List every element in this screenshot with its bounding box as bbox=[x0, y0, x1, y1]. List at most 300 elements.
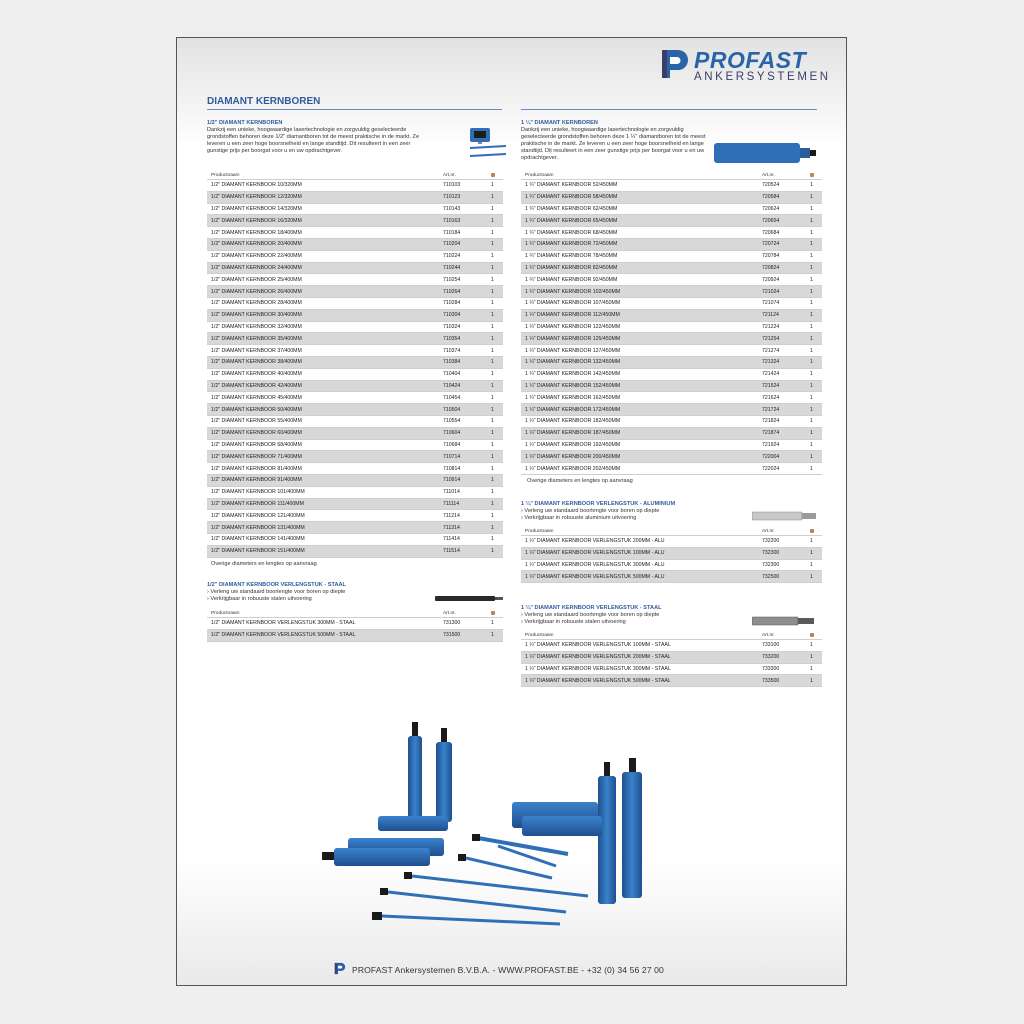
product-name-cell: 1 ¼" DIAMANT KERNBOOR 127/450MM bbox=[521, 345, 758, 357]
oneq-alu-table bbox=[521, 528, 822, 583]
oneq-product-table bbox=[521, 172, 822, 475]
half-ext-bullets bbox=[207, 589, 345, 603]
table-row bbox=[521, 191, 822, 203]
col-header-product: Productnaam bbox=[525, 633, 554, 638]
art-number-cell: 721924 bbox=[758, 439, 806, 451]
product-name-cell: 1 ¼" DIAMANT KERNBOOR 122/450MM bbox=[521, 321, 758, 333]
quantity-cell: 1 bbox=[806, 536, 822, 548]
table-row bbox=[207, 498, 503, 510]
quantity-cell: 1 bbox=[487, 191, 503, 203]
quantity-cell: 1 bbox=[487, 215, 503, 227]
table-row bbox=[207, 250, 503, 262]
profast-logo-mark-icon bbox=[660, 48, 690, 80]
product-name-cell: 1/2" DIAMANT KERNBOOR 32/400MM bbox=[207, 321, 439, 333]
table-row bbox=[521, 368, 822, 380]
quantity-cell: 1 bbox=[487, 262, 503, 274]
quantity-cell: 1 bbox=[806, 439, 822, 451]
product-name-cell: 1/2" DIAMANT KERNBOOR 68/400MM bbox=[207, 439, 439, 451]
quantity-cell: 1 bbox=[487, 297, 503, 309]
table-row bbox=[521, 404, 822, 416]
box-icon bbox=[810, 633, 814, 637]
quantity-cell: 1 bbox=[487, 227, 503, 239]
table-row bbox=[521, 297, 822, 309]
product-name-cell: 1 ¼" DIAMANT KERNBOOR VERLENGSTUK 300MM - STAAL bbox=[521, 663, 758, 675]
art-number-cell: 722024 bbox=[758, 463, 806, 475]
product-name-cell: 1/2" DIAMANT KERNBOOR 151/400MM bbox=[207, 545, 439, 557]
col-header-art: Art.nr. bbox=[762, 529, 775, 534]
quantity-cell: 1 bbox=[806, 559, 822, 571]
table-row bbox=[521, 559, 822, 571]
col-header-qty bbox=[806, 528, 822, 536]
quantity-cell: 1 bbox=[487, 380, 503, 392]
col-header-qty bbox=[487, 172, 503, 180]
product-name-cell: 1/2" DIAMANT KERNBOOR VERLENGSTUK 500MM - STAAL bbox=[207, 629, 439, 641]
oneq-alu-image bbox=[752, 509, 818, 523]
box-icon bbox=[491, 611, 495, 615]
product-name-cell: 1/2" DIAMANT KERNBOOR 35/400MM bbox=[207, 333, 439, 345]
art-number-cell: 733200 bbox=[758, 651, 806, 663]
product-name-cell: 1/2" DIAMANT KERNBOOR 71/400MM bbox=[207, 451, 439, 463]
quantity-cell: 1 bbox=[806, 262, 822, 274]
art-number-cell: 710354 bbox=[439, 333, 487, 345]
product-name-cell: 1 ¼" DIAMANT KERNBOOR 112/450MM bbox=[521, 309, 758, 321]
product-name-cell: 1 ¼" DIAMANT KERNBOOR 62/450MM bbox=[521, 203, 758, 215]
quantity-cell: 1 bbox=[487, 522, 503, 534]
half-ext-table bbox=[207, 610, 503, 642]
product-name-cell: 1 ¼" DIAMANT KERNBOOR 202/450MM bbox=[521, 463, 758, 475]
product-name-cell: 1/2" DIAMANT KERNBOOR 24/400MM bbox=[207, 262, 439, 274]
table-row bbox=[521, 203, 822, 215]
col-header-product: Productnaam bbox=[211, 173, 240, 178]
art-number-cell: 720724 bbox=[758, 238, 806, 250]
col-header-product: Productnaam bbox=[525, 529, 554, 534]
art-number-cell: 710404 bbox=[439, 368, 487, 380]
product-name-cell: 1/2" DIAMANT KERNBOOR 81/400MM bbox=[207, 463, 439, 475]
quantity-cell: 1 bbox=[487, 451, 503, 463]
quantity-cell: 1 bbox=[806, 651, 822, 663]
table-row bbox=[521, 250, 822, 262]
art-number-cell: 720584 bbox=[758, 191, 806, 203]
product-name-cell: 1 ¼" DIAMANT KERNBOOR 78/450MM bbox=[521, 250, 758, 262]
quantity-cell: 1 bbox=[806, 368, 822, 380]
quantity-cell: 1 bbox=[487, 238, 503, 250]
table-row bbox=[521, 309, 822, 321]
art-number-cell: 710284 bbox=[439, 297, 487, 309]
half-drill-image bbox=[468, 126, 508, 172]
product-name-cell: 1/2" DIAMANT KERNBOOR 42/400MM bbox=[207, 380, 439, 392]
table-row bbox=[207, 368, 503, 380]
product-name-cell: 1 ¼" DIAMANT KERNBOOR 68/450MM bbox=[521, 227, 758, 239]
product-name-cell: 1 ¼" DIAMANT KERNBOOR 142/450MM bbox=[521, 368, 758, 380]
art-number-cell: 711014 bbox=[439, 486, 487, 498]
art-number-cell: 732300 bbox=[758, 559, 806, 571]
quantity-cell: 1 bbox=[806, 663, 822, 675]
table-row bbox=[207, 321, 503, 333]
oneq-alu-title: 1 ¼" DIAMANT KERNBOOR VERLENGSTUK - ALUMINIUM bbox=[521, 501, 676, 507]
quantity-cell: 1 bbox=[487, 345, 503, 357]
art-number-cell: 710424 bbox=[439, 380, 487, 392]
brand-name: PROFAST bbox=[694, 47, 807, 73]
table-row bbox=[207, 392, 503, 404]
table-row bbox=[521, 451, 822, 463]
product-name-cell: 1/2" DIAMANT KERNBOOR 45/400MM bbox=[207, 392, 439, 404]
quantity-cell: 1 bbox=[806, 392, 822, 404]
col-header-product: Productnaam bbox=[525, 173, 554, 178]
art-number-cell: 721724 bbox=[758, 404, 806, 416]
drill-bits-product-photo bbox=[316, 716, 646, 931]
art-number-cell: 732200 bbox=[758, 536, 806, 548]
footer bbox=[334, 962, 664, 975]
quantity-cell: 1 bbox=[487, 629, 503, 641]
table-row bbox=[207, 486, 503, 498]
product-name-cell: 1/2" DIAMANT KERNBOOR 50/400MM bbox=[207, 404, 439, 416]
oneq-drill-image bbox=[712, 141, 818, 165]
oneq-staal-image bbox=[752, 614, 818, 628]
product-name-cell: 1 ¼" DIAMANT KERNBOOR 72/450MM bbox=[521, 238, 758, 250]
product-name-cell: 1/2" DIAMANT KERNBOOR 40/400MM bbox=[207, 368, 439, 380]
half-ext-bullet: › Verkrijgbaar in robuuste stalen uitvoering bbox=[207, 596, 312, 602]
art-number-cell: 732300 bbox=[758, 547, 806, 559]
art-number-cell: 710103 bbox=[439, 180, 487, 192]
product-name-cell: 1/2" DIAMANT KERNBOOR 121/400MM bbox=[207, 510, 439, 522]
oneq-description: Dankzij een unieke, hoogwaardige lasertechnologie en zorgvuldig geselecteerde grondstoffen behoren deze 1 ¼" diamantboren tot de meest praktische in de markt. Ze leveren u een zeer hoge boorsnelheid en lange standtijd. Dit resulteert in een zeer gunstige prijs per boorgat voor u en uw opdrachtgever. bbox=[521, 127, 706, 161]
product-name-cell: 1/2" DIAMANT KERNBOOR 20/400MM bbox=[207, 238, 439, 250]
art-number-cell: 721024 bbox=[758, 286, 806, 298]
col-header-qty bbox=[806, 172, 822, 180]
art-number-cell: 721224 bbox=[758, 321, 806, 333]
col-header-art: Art.nr. bbox=[762, 633, 775, 638]
product-name-cell: 1 ¼" DIAMANT KERNBOOR 65/450MM bbox=[521, 215, 758, 227]
oneq-section-title: 1 ¼" DIAMANT KERNBOREN bbox=[521, 120, 598, 126]
table-row bbox=[521, 536, 822, 548]
quantity-cell: 1 bbox=[487, 368, 503, 380]
table-row bbox=[521, 180, 822, 192]
quantity-cell: 1 bbox=[806, 547, 822, 559]
table-row bbox=[521, 321, 822, 333]
quantity-cell: 1 bbox=[806, 463, 822, 475]
product-name-cell: 1/2" DIAMANT KERNBOOR VERLENGSTUK 300MM - STAAL bbox=[207, 618, 439, 630]
table-row bbox=[207, 227, 503, 239]
art-number-cell: 711314 bbox=[439, 522, 487, 534]
quantity-cell: 1 bbox=[806, 571, 822, 583]
product-name-cell: 1/2" DIAMANT KERNBOOR 30/400MM bbox=[207, 309, 439, 321]
art-number-cell: 733100 bbox=[758, 640, 806, 652]
table-row bbox=[521, 380, 822, 392]
footer-logo-icon bbox=[334, 962, 346, 975]
product-name-cell: 1 ¼" DIAMANT KERNBOOR 187/450MM bbox=[521, 427, 758, 439]
title-rule-right bbox=[521, 109, 817, 110]
oneq-alu-bullet: › Verleng uw standaard boorlengte voor boren op diepte bbox=[521, 508, 660, 514]
art-number-cell: 710374 bbox=[439, 345, 487, 357]
table-row bbox=[207, 522, 503, 534]
art-number-cell: 721874 bbox=[758, 427, 806, 439]
product-name-cell: 1/2" DIAMANT KERNBOOR 12/320MM bbox=[207, 191, 439, 203]
art-number-cell: 711214 bbox=[439, 510, 487, 522]
product-name-cell: 1 ¼" DIAMANT KERNBOOR VERLENGSTUK 300MM - ALU bbox=[521, 559, 758, 571]
product-name-cell: 1/2" DIAMANT KERNBOOR 101/400MM bbox=[207, 486, 439, 498]
art-number-cell: 720624 bbox=[758, 203, 806, 215]
art-number-cell: 721424 bbox=[758, 368, 806, 380]
table-row bbox=[521, 227, 822, 239]
table-row bbox=[521, 663, 822, 675]
product-name-cell: 1 ¼" DIAMANT KERNBOOR 192/450MM bbox=[521, 439, 758, 451]
product-name-cell: 1/2" DIAMANT KERNBOOR 131/400MM bbox=[207, 522, 439, 534]
table-row bbox=[207, 203, 503, 215]
quantity-cell: 1 bbox=[487, 392, 503, 404]
quantity-cell: 1 bbox=[806, 675, 822, 687]
table-row bbox=[521, 215, 822, 227]
half-ext-bullet: › Verleng uw standaard boorlengte voor boren op diepte bbox=[207, 589, 346, 595]
art-number-cell: 710454 bbox=[439, 392, 487, 404]
quantity-cell: 1 bbox=[806, 404, 822, 416]
quantity-cell: 1 bbox=[487, 356, 503, 368]
art-number-cell: 721324 bbox=[758, 356, 806, 368]
quantity-cell: 1 bbox=[806, 297, 822, 309]
table-row bbox=[207, 380, 503, 392]
table-row bbox=[207, 415, 503, 427]
product-name-cell: 1/2" DIAMANT KERNBOOR 18/400MM bbox=[207, 227, 439, 239]
col-header-qty bbox=[806, 632, 822, 640]
table-row bbox=[207, 463, 503, 475]
table-row bbox=[207, 356, 503, 368]
quantity-cell: 1 bbox=[806, 191, 822, 203]
quantity-cell: 1 bbox=[487, 274, 503, 286]
oneq-staal-bullet: › Verkrijgbaar in robuuste stalen uitvoering bbox=[521, 619, 626, 625]
half-section-title: 1/2" DIAMANT KERNBOREN bbox=[207, 120, 283, 126]
quantity-cell: 1 bbox=[487, 309, 503, 321]
quantity-cell: 1 bbox=[487, 250, 503, 262]
art-number-cell: 720684 bbox=[758, 227, 806, 239]
art-number-cell: 711514 bbox=[439, 545, 487, 557]
table-row bbox=[521, 238, 822, 250]
oneq-staal-title: 1 ¼" DIAMANT KERNBOOR VERLENGSTUK - STAAL bbox=[521, 605, 662, 611]
table-row bbox=[207, 238, 503, 250]
product-name-cell: 1 ¼" DIAMANT KERNBOOR VERLENGSTUK 100MM - ALU bbox=[521, 547, 758, 559]
oneq-staal-bullets bbox=[521, 612, 659, 626]
oneq-staal-bullet: › Verleng uw standaard boorlengte voor boren op diepte bbox=[521, 612, 660, 618]
table-row bbox=[521, 439, 822, 451]
col-header-art: Art.nr. bbox=[443, 173, 456, 178]
half-note: Overige diameters en lengtes op aanvraag bbox=[211, 561, 317, 567]
table-row bbox=[521, 356, 822, 368]
product-name-cell: 1 ¼" DIAMANT KERNBOOR 58/450MM bbox=[521, 191, 758, 203]
quantity-cell: 1 bbox=[487, 439, 503, 451]
quantity-cell: 1 bbox=[487, 533, 503, 545]
product-name-cell: 1 ¼" DIAMANT KERNBOOR VERLENGSTUK 100MM - STAAL bbox=[521, 640, 758, 652]
art-number-cell: 710123 bbox=[439, 191, 487, 203]
product-name-cell: 1 ¼" DIAMANT KERNBOOR 102/450MM bbox=[521, 286, 758, 298]
product-name-cell: 1 ¼" DIAMANT KERNBOOR 125/450MM bbox=[521, 333, 758, 345]
art-number-cell: 733500 bbox=[758, 675, 806, 687]
quantity-cell: 1 bbox=[806, 356, 822, 368]
col-header-qty bbox=[487, 610, 503, 618]
quantity-cell: 1 bbox=[806, 227, 822, 239]
art-number-cell: 710554 bbox=[439, 415, 487, 427]
product-name-cell: 1 ¼" DIAMANT KERNBOOR 182/450MM bbox=[521, 415, 758, 427]
art-number-cell: 710814 bbox=[439, 463, 487, 475]
product-name-cell: 1/2" DIAMANT KERNBOOR 55/400MM bbox=[207, 415, 439, 427]
product-name-cell: 1/2" DIAMANT KERNBOOR 91/400MM bbox=[207, 474, 439, 486]
art-number-cell: 720824 bbox=[758, 262, 806, 274]
art-number-cell: 711114 bbox=[439, 498, 487, 510]
art-number-cell: 710244 bbox=[439, 262, 487, 274]
art-number-cell: 710604 bbox=[439, 427, 487, 439]
quantity-cell: 1 bbox=[806, 309, 822, 321]
quantity-cell: 1 bbox=[806, 640, 822, 652]
table-row bbox=[521, 262, 822, 274]
quantity-cell: 1 bbox=[487, 427, 503, 439]
half-description: Dankzij een unieke, hoogwaardige lasertechnologie en zorgvuldig geselecteerde grondstoffen behoren deze 1/2" diamantboren tot de meest praktische in de markt. Ze leveren u een zeer hoge boorsnelheid en lange standtijd. Dit resulteert in een zeer gunstige prijs per boorgat voor u en uw opdrachtgever. bbox=[207, 127, 420, 154]
quantity-cell: 1 bbox=[806, 380, 822, 392]
art-number-cell: 710324 bbox=[439, 321, 487, 333]
table-row bbox=[207, 451, 503, 463]
table-row bbox=[521, 274, 822, 286]
oneq-note: Overige diameters en lengtes op aanvraag bbox=[527, 478, 633, 484]
half-ext-title: 1/2" DIAMANT KERNBOOR VERLENGSTUK - STAAL bbox=[207, 582, 346, 588]
table-row bbox=[207, 262, 503, 274]
product-name-cell: 1/2" DIAMANT KERNBOOR 141/400MM bbox=[207, 533, 439, 545]
table-row bbox=[521, 651, 822, 663]
quantity-cell: 1 bbox=[487, 415, 503, 427]
table-row bbox=[207, 215, 503, 227]
art-number-cell: 710384 bbox=[439, 356, 487, 368]
footer-text: PROFAST Ankersystemen B.V.B.A. - WWW.PROFAST.BE - +32 (0) 34 56 27 00 bbox=[352, 965, 664, 975]
oneq-alu-bullets bbox=[521, 508, 659, 522]
quantity-cell: 1 bbox=[487, 545, 503, 557]
art-number-cell: 710204 bbox=[439, 238, 487, 250]
profast-logo bbox=[660, 47, 831, 83]
product-name-cell: 1/2" DIAMANT KERNBOOR 10/320MM bbox=[207, 180, 439, 192]
box-icon bbox=[491, 173, 495, 177]
art-number-cell: 710714 bbox=[439, 451, 487, 463]
art-number-cell: 731500 bbox=[439, 629, 487, 641]
table-row bbox=[207, 309, 503, 321]
product-name-cell: 1/2" DIAMANT KERNBOOR 60/400MM bbox=[207, 427, 439, 439]
quantity-cell: 1 bbox=[487, 463, 503, 475]
table-row bbox=[207, 474, 503, 486]
art-number-cell: 731300 bbox=[439, 618, 487, 630]
table-row bbox=[521, 675, 822, 687]
art-number-cell: 720654 bbox=[758, 215, 806, 227]
product-name-cell: 1 ¼" DIAMANT KERNBOOR 52/450MM bbox=[521, 180, 758, 192]
art-number-cell: 721124 bbox=[758, 309, 806, 321]
table-row bbox=[521, 463, 822, 475]
table-row bbox=[521, 333, 822, 345]
art-number-cell: 710304 bbox=[439, 309, 487, 321]
col-header-art: Art.nr. bbox=[762, 173, 775, 178]
product-name-cell: 1/2" DIAMANT KERNBOOR 16/320MM bbox=[207, 215, 439, 227]
table-row bbox=[521, 640, 822, 652]
quantity-cell: 1 bbox=[487, 618, 503, 630]
quantity-cell: 1 bbox=[487, 498, 503, 510]
box-icon bbox=[810, 529, 814, 533]
table-row bbox=[521, 345, 822, 357]
quantity-cell: 1 bbox=[806, 203, 822, 215]
product-name-cell: 1 ¼" DIAMANT KERNBOOR 162/450MM bbox=[521, 392, 758, 404]
table-row bbox=[207, 180, 503, 192]
table-row bbox=[207, 618, 503, 630]
product-name-cell: 1 ¼" DIAMANT KERNBOOR VERLENGSTUK 500MM - ALU bbox=[521, 571, 758, 583]
box-icon bbox=[810, 173, 814, 177]
quantity-cell: 1 bbox=[487, 286, 503, 298]
quantity-cell: 1 bbox=[806, 215, 822, 227]
art-number-cell: 720924 bbox=[758, 274, 806, 286]
quantity-cell: 1 bbox=[487, 474, 503, 486]
table-row bbox=[521, 547, 822, 559]
table-row bbox=[207, 345, 503, 357]
art-number-cell: 710143 bbox=[439, 203, 487, 215]
quantity-cell: 1 bbox=[806, 451, 822, 463]
product-name-cell: 1/2" DIAMANT KERNBOOR 25/400MM bbox=[207, 274, 439, 286]
art-number-cell: 721254 bbox=[758, 333, 806, 345]
half-product-table bbox=[207, 172, 503, 558]
quantity-cell: 1 bbox=[806, 333, 822, 345]
art-number-cell: 710914 bbox=[439, 474, 487, 486]
art-number-cell: 721624 bbox=[758, 392, 806, 404]
quantity-cell: 1 bbox=[806, 286, 822, 298]
product-name-cell: 1 ¼" DIAMANT KERNBOOR VERLENGSTUK 200MM - STAAL bbox=[521, 651, 758, 663]
art-number-cell: 721824 bbox=[758, 415, 806, 427]
table-row bbox=[207, 297, 503, 309]
art-number-cell: 710224 bbox=[439, 250, 487, 262]
art-number-cell: 733300 bbox=[758, 663, 806, 675]
table-row bbox=[207, 629, 503, 641]
oneq-staal-table bbox=[521, 632, 822, 687]
quantity-cell: 1 bbox=[806, 427, 822, 439]
table-row bbox=[207, 333, 503, 345]
table-row bbox=[207, 427, 503, 439]
quantity-cell: 1 bbox=[487, 180, 503, 192]
quantity-cell: 1 bbox=[487, 321, 503, 333]
product-name-cell: 1 ¼" DIAMANT KERNBOOR 82/450MM bbox=[521, 262, 758, 274]
table-row bbox=[521, 427, 822, 439]
product-name-cell: 1 ¼" DIAMANT KERNBOOR VERLENGSTUK 200MM - ALU bbox=[521, 536, 758, 548]
table-row bbox=[207, 404, 503, 416]
art-number-cell: 710684 bbox=[439, 439, 487, 451]
art-number-cell: 721274 bbox=[758, 345, 806, 357]
quantity-cell: 1 bbox=[487, 333, 503, 345]
table-row bbox=[521, 392, 822, 404]
quantity-cell: 1 bbox=[806, 180, 822, 192]
art-number-cell: 711414 bbox=[439, 533, 487, 545]
product-name-cell: 1/2" DIAMANT KERNBOOR 22/400MM bbox=[207, 250, 439, 262]
product-name-cell: 1 ¼" DIAMANT KERNBOOR 152/450MM bbox=[521, 380, 758, 392]
art-number-cell: 732500 bbox=[758, 571, 806, 583]
product-name-cell: 1 ¼" DIAMANT KERNBOOR 132/450MM bbox=[521, 356, 758, 368]
page-title: DIAMANT KERNBOREN bbox=[207, 96, 321, 107]
product-name-cell: 1/2" DIAMANT KERNBOOR 28/400MM bbox=[207, 297, 439, 309]
art-number-cell: 710254 bbox=[439, 274, 487, 286]
product-name-cell: 1 ¼" DIAMANT KERNBOOR VERLENGSTUK 500MM - STAAL bbox=[521, 675, 758, 687]
quantity-cell: 1 bbox=[806, 415, 822, 427]
quantity-cell: 1 bbox=[487, 404, 503, 416]
quantity-cell: 1 bbox=[806, 321, 822, 333]
product-name-cell: 1 ¼" DIAMANT KERNBOOR 172/450MM bbox=[521, 404, 758, 416]
art-number-cell: 720784 bbox=[758, 250, 806, 262]
col-header-art: Art.nr. bbox=[443, 611, 456, 616]
art-number-cell: 721074 bbox=[758, 297, 806, 309]
table-row bbox=[207, 439, 503, 451]
table-row bbox=[521, 286, 822, 298]
quantity-cell: 1 bbox=[806, 274, 822, 286]
product-name-cell: 1/2" DIAMANT KERNBOOR 14/320MM bbox=[207, 203, 439, 215]
art-number-cell: 710504 bbox=[439, 404, 487, 416]
art-number-cell: 720524 bbox=[758, 180, 806, 192]
table-row bbox=[207, 545, 503, 557]
product-name-cell: 1/2" DIAMANT KERNBOOR 111/400MM bbox=[207, 498, 439, 510]
quantity-cell: 1 bbox=[487, 486, 503, 498]
table-row bbox=[207, 274, 503, 286]
